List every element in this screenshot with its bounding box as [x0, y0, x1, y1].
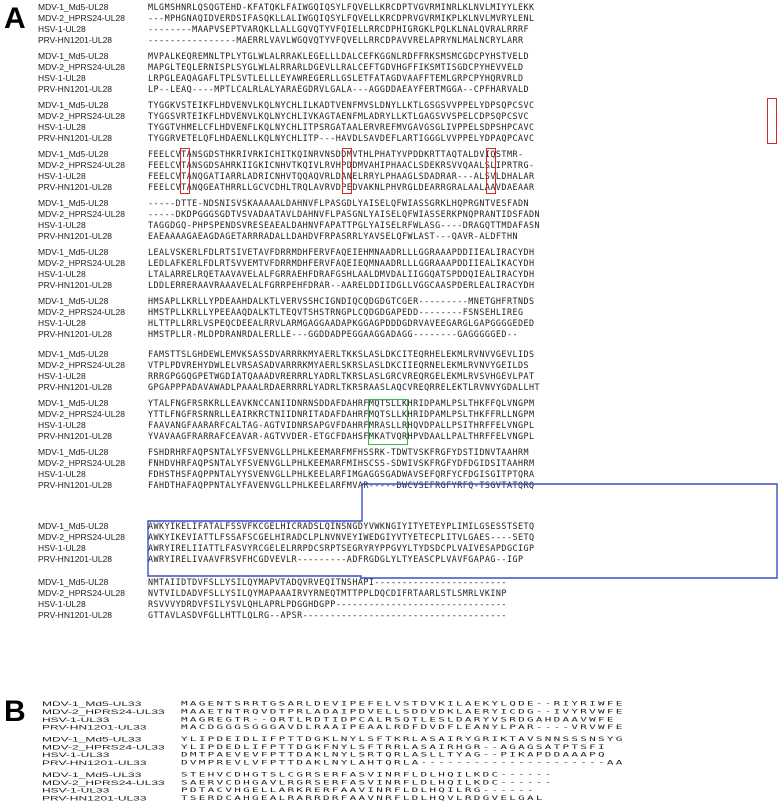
alignment-row — [0, 100, 781, 111]
sequence-label: HSV-1-UL28 — [38, 469, 86, 479]
alignment-row — [0, 111, 781, 122]
sequence-label: MDV-1_Md5-UL28 — [38, 447, 109, 457]
sequence-label: MDV-1_Md5-UL33 — [42, 735, 142, 744]
alignment-row — [0, 532, 781, 543]
alignment-row — [0, 160, 781, 171]
alignment-row — [0, 447, 781, 458]
sequence-residues: LDDLERRERAAVRAAAVELALFGRRPEHFDRAR--AARELDDIIDGLLVGGCAASPDERLEALIRACYDH — [148, 280, 535, 290]
alignment-row — [0, 349, 781, 360]
sequence-label: PRV-HN1201-UL28 — [38, 182, 113, 192]
sequence-label: MDV-2_HPRS24-UL28 — [38, 532, 125, 542]
alignment-row — [0, 521, 781, 532]
alignment-row — [0, 759, 781, 767]
sequence-residues: YLIPDEIDLIFPTTDGKLNYLSFTKRLASAIRYGRIKTAVSNNSSSNSYG — [181, 735, 625, 743]
sequence-label: HSV-1-UL28 — [38, 220, 86, 230]
alignment-row — [0, 280, 781, 291]
sequence-label: MDV-2_HPRS24-UL28 — [38, 13, 125, 23]
alignment-row — [0, 543, 781, 554]
sequence-label: MDV-2_HPRS24-UL28 — [38, 258, 125, 268]
sequence-label: PRV-HN1201-UL28 — [38, 382, 113, 392]
alignment-row — [0, 198, 781, 209]
sequence-residues: -----DKDPGGGSGDTVSVADAATAVLDAHNVFLPASGNLYAISELQFWIASSERKPNQPRANTIDSFADN — [148, 209, 541, 219]
sequence-label: HSV-1-UL28 — [38, 371, 86, 381]
panel-b-letter: B — [4, 695, 26, 728]
alignment-row — [0, 247, 781, 258]
alignment-row — [0, 723, 781, 731]
sequence-label: HSV-1-UL33 — [42, 751, 110, 759]
sequence-label: HSV-1-UL28 — [38, 171, 86, 181]
sequence-label: MDV-1_Md5-UL33 — [42, 771, 142, 779]
sequence-residues: FEELCVTANQGATIARRLADRICNHVTQQAQVRLDANELRRYLPHAAGLSDADRAR---ALSVLDHALAR — [148, 171, 535, 181]
sequence-residues: MLGMSHNRLQSQGTEHD-KFATQKLFAIWGQIQSYLFQVELLKRCDPTVGVRMINRLKLNVLMIYYLEKK — [148, 2, 535, 12]
panel-b-alignment — [0, 700, 781, 802]
alignment-row — [0, 122, 781, 133]
alignment-row — [0, 24, 781, 35]
sequence-label: MDV-2_HPRS24-UL28 — [38, 458, 125, 468]
sequence-label: PRV-HN1201-UL28 — [38, 431, 113, 441]
sequence-residues: STEHVCDHGTSLCGRSERFASVINRFLDLHQILKDC------ — [181, 771, 554, 779]
sequence-residues: AWKYIKELIFATALFSSVFKCGELHICRADSLQINSNGDYVWKNGIYITYETEYPLIMILGSESSTSETQ — [148, 521, 535, 531]
sequence-residues: AWKYIKEVIATTLFSSAFSCGELHIRADCLPLNVNVEYIWEDGIYVTYETECPLITVLGAES----SETQ — [148, 532, 535, 542]
sequence-residues: -----DTTE-NDSNISVSKAAAAALDAHNVFLPASGDLYAISELQFWIASSGRKLHQPRGNTVESFADN — [148, 198, 530, 208]
sequence-residues: MAGENTSRRTGSARLDEVIPEFELVSTDVKILAEKYLQDE--RIYRIWFE — [181, 700, 625, 708]
sequence-label: MDV-1_Md5-UL28 — [38, 100, 109, 110]
sequence-residues: LTALARRELRQETAAVAVELALFGRRAEHFDRAFGSHLAALDMVDALIIGGQATSPDDQIEALIRACYDH — [148, 269, 535, 279]
sequence-label: MDV-2_HPRS24-UL28 — [38, 111, 125, 121]
alignment-row — [0, 318, 781, 329]
alignment-row — [0, 258, 781, 269]
sequence-label: HSV-1-UL28 — [38, 269, 86, 279]
sequence-label: PRV-HN1201-UL28 — [38, 280, 113, 290]
sequence-residues: LP--LEAQ----MPTLCALRLALYARAEGDRVLGALA---AGGDDAEAYFERTMGGA--CPFHARVALD — [148, 84, 530, 94]
alignment-row — [0, 133, 781, 144]
alignment-row — [0, 209, 781, 220]
sequence-label: HSV-1-UL28 — [38, 420, 86, 430]
sequence-residues: DMTPAEVEVFPTTDAKLNYLSRTQRLASLLTYAG--PIKAPDDAAAPQ — [181, 751, 607, 759]
alignment-row — [0, 51, 781, 62]
sequence-label: PRV-HN1201-UL33 — [42, 794, 147, 802]
alignment-row — [0, 220, 781, 231]
sequence-label: MDV-2_HPRS24-UL33 — [42, 779, 165, 787]
alignment-row — [0, 35, 781, 46]
alignment-row — [0, 431, 781, 442]
sequence-residues: TYGGKVSTEIKFLHDVENVLKQLNYCHLILKADTVENFMVSLDNYLLKTLGSGSVVPPELYDPSQPCSVC — [148, 100, 535, 110]
sequence-residues: FAAVANGFAARARFCALTAG-AGTVIDNRSAPGVFDAHRFMRASLLRHQVDPALLPSITHRFFELVNGPL — [148, 420, 535, 430]
alignment-row — [0, 371, 781, 382]
sequence-residues: EAEAAAAGAEAGDAGETARRRADALLDAHDVFRPASRRLYAVSELQFWLAST---QAVR-ALDFTHN — [148, 231, 518, 241]
sequence-label: PRV-HN1201-UL28 — [38, 610, 113, 620]
sequence-residues: HMSTPLLKRLLYPEEAAQDALKTLTEQVTSHSTRNGPLCQDGDGAPEDD--------FSNSEHLIREG — [148, 307, 524, 317]
alignment-row — [0, 409, 781, 420]
alignment-row — [0, 73, 781, 84]
alignment-row — [0, 182, 781, 193]
sequence-residues: SAERVCDHGAVLRGRSERFASVINRFLDLHQILKDC------ — [181, 779, 554, 786]
alignment-row — [0, 171, 781, 182]
alignment-row — [0, 554, 781, 565]
sequence-residues: LRPGLEAQAGAFLTPLSVTLELLLEYAWREGERLLGSLETFATAGDVAAFFTEMLGRPCPYHQRVRLD — [148, 73, 524, 83]
sequence-label: MDV-2_HPRS24-UL33 — [42, 708, 165, 716]
sequence-residues: MVPALKEQREMNLTPLYTGLWLALRRAKLEGELLLDALCEFKGGNLRDFFRKSMSMCGDCPYHSTVELD — [148, 51, 530, 61]
sequence-label: PRV-HN1201-UL33 — [42, 759, 147, 767]
sequence-residues: LEALVSKERLFDLRTSIVETAVFDRRMDHFERVFAQEIEHMNAADRLLLGGRAAAPDDIIEALIRACYDH — [148, 247, 535, 257]
alignment-row — [0, 382, 781, 393]
sequence-label: MDV-1_Md5-UL28 — [38, 577, 109, 587]
alignment-row — [0, 480, 781, 491]
sequence-label: PRV-HN1201-UL28 — [38, 84, 113, 94]
sequence-label: MDV-2_HPRS24-UL28 — [38, 307, 125, 317]
alignment-row — [0, 420, 781, 431]
sequence-residues: YLIPDEDLIFPTTDGKFNYLSFTRRLASAIRHGR--AGAGSATPTSFI — [181, 743, 607, 751]
sequence-label: MDV-2_HPRS24-UL28 — [38, 360, 125, 370]
alignment-row — [0, 13, 781, 24]
sequence-residues: FDHSTHSFAQPPNTALYYSVENVGLLPHLKEELARFIMGAGGSGADWAVSEFQRFYCFDGISGITPTQRA — [148, 469, 535, 479]
sequence-label: HSV-1-UL33 — [42, 786, 110, 795]
sequence-label: PRV-HN1201-UL28 — [38, 329, 113, 339]
sequence-residues: PDTACVHGELLARKRERFAAVINRFLDLHQILRG------ — [181, 786, 536, 794]
sequence-residues: NMTAIIDTDVFSLLYSILQYMAPVTADQVRVEQITNSHAPI------------------------ — [148, 577, 507, 587]
sequence-label: MDV-2_HPRS24-UL33 — [42, 743, 165, 751]
alignment-row — [0, 149, 781, 160]
sequence-residues: GPGAPPPADAVAWADLPAAALRDAERRRRLYADRLTKRSRAASLAQCVREQRRELEKTLRVNVYGDALLHT — [148, 382, 541, 392]
sequence-label: MDV-2_HPRS24-UL28 — [38, 160, 125, 170]
sequence-residues: DVMPREVLVFPTTDAKLNYLAHTQRLA---------------------AA — [181, 759, 625, 767]
sequence-label: MDV-1_Md5-UL28 — [38, 149, 109, 159]
alignment-row — [0, 329, 781, 340]
sequence-residues: --------MAAPVSEPTVARQKLLALLGQVQTYVFQIELLRRCDPHIGRGKLPQLKLNALQVRALRRRF — [148, 24, 530, 34]
sequence-residues: GTTAVLASDVFGLLHTTLQLRG--APSR------------------------------------- — [148, 610, 507, 620]
sequence-label: MDV-1_Md5-UL28 — [38, 2, 109, 12]
sequence-residues: YVAVAAGFRARRAFCEAVAR-AGTVVDER-ETGCFDAHSFMKATVQRHPVDAALLPALTHRFFELVNGPL — [148, 431, 535, 441]
alignment-row — [0, 84, 781, 95]
sequence-residues: VTPLPDVREHYDWLELVRSASADVARRRKMYAERLSKRSLASLDKCIIEQRNELEKMLRVNVYGEILDS — [148, 360, 530, 370]
alignment-row — [0, 398, 781, 409]
sequence-residues: RRRGPGGQGPETWGDIATQAAADVRERRRLYADRLTKRSLASLGRCVREQRGELEKMLRVSVHGEVLPAT — [148, 371, 535, 381]
alignment-row — [0, 360, 781, 371]
alignment-row — [0, 62, 781, 73]
alignment-row — [0, 2, 781, 13]
sequence-residues: NVTVILDADVFSLLYSILQYMAPAAAIRVYRNEQTMTTPPLDQCDIFRTAARLSTLSMRLVKINP — [148, 588, 507, 598]
sequence-residues: FEELCVTANQGEATHRRLLGCVCDHLTRQLAVRVDPEDVAKNLPHVRGLDEARRGRALAALAAVDAEAAR — [148, 182, 535, 192]
sequence-residues: TSERDCAHGEALRARRDRFAAVNRFLDLHQVLRDGVELGAL — [181, 794, 545, 802]
sequence-residues: MACDGGGSGGGAVDLRAAIPEAALRDFDVDFLEANYLPAR----VRVWFE — [181, 723, 625, 731]
sequence-label: MDV-1_Md5-UL28 — [38, 521, 109, 531]
alignment-row — [0, 269, 781, 280]
sequence-residues: FEELCVTANSGDSAHRKIIGKICNHVTKQIVLRVHPDDMVAHIPHAACLSDEKRSVVQAALSLIPRTRG- — [148, 160, 535, 170]
sequence-label: MDV-2_HPRS24-UL28 — [38, 209, 125, 219]
sequence-label: HSV-1-UL28 — [38, 24, 86, 34]
sequence-residues: ----------------MAERRLVAVLWGQVQTYVFQVELLRRCDPAVVRELAPRYNLMALNCRYLARR — [148, 35, 524, 45]
alignment-row — [0, 307, 781, 318]
sequence-residues: YTTLFNGFRSRNRLLEAIRKRCTNIIDNRITADAFDAHRFMQTSLLKHRIDPAMLPSLTHKFFRLLNGPM — [148, 409, 535, 419]
sequence-label: PRV-HN1201-UL28 — [38, 133, 113, 143]
sequence-residues: HMSTPLLR-MLDPDRANRDALERLLE---GGDDADPEGGAAGGADAGG--------GAGGGGGED-- — [148, 329, 518, 339]
sequence-residues: TYGGSVRTEIKFLHDVENVLKQLNYCHLIVKAGTAENFMLADRYLLKTLGAGSVVSPELCDPSQPCSVC — [148, 111, 530, 121]
sequence-residues: YTALFNGFRSRKRLLEAVKNCCANIIDNRNSDDAFDAHRFMQTSLLKHRIDPAMLPSLTHKFFQLVNGPM — [148, 398, 535, 408]
sequence-residues: AWRYIRELIIATTLFASVYRCGELELRRPDCSRPTSEGRYRYPPGVYLTYDSDCPLVAIVESAPDGCIGP — [148, 543, 535, 553]
sequence-residues: FSHDRHRFAQPSNTALYFSVENVGLLPHLKEEMARFMFHSSRK-TDWTVSKFRGFYDSTIDNVTAAHRM — [148, 447, 530, 457]
sequence-label: HSV-1-UL28 — [38, 318, 86, 328]
sequence-label: HSV-1-UL28 — [38, 122, 86, 132]
sequence-residues: RSVVVYDRDVFSILYSVLQHLAPRLPDGGHDGPP------------------------------- — [148, 599, 507, 609]
sequence-label: MDV-1_Md5-UL28 — [38, 198, 109, 208]
sequence-label: MDV-1_Md5-UL28 — [38, 247, 109, 257]
sequence-residues: TAGGDGQ-PHPSPENDSVRESEAEALDAHNVFAPATTPGLYAISELRFWLASG----DRAGQTTMDAFASN — [148, 220, 541, 230]
sequence-label: HSV-1-UL28 — [38, 73, 86, 83]
sequence-label: HSV-1-UL28 — [38, 543, 86, 553]
alignment-row — [0, 610, 781, 621]
alignment-row — [0, 458, 781, 469]
sequence-residues: TYGGTVHMELCFLHDVENFLKQLNYCHLITPSRGATAALERVREFMVGAVGSGLIVPPELSDPSHPCAVC — [148, 122, 535, 132]
alignment-row — [0, 588, 781, 599]
sequence-label: MDV-2_HPRS24-UL28 — [38, 62, 125, 72]
sequence-label: PRV-HN1201-UL28 — [38, 231, 113, 241]
alignment-row — [0, 599, 781, 610]
alignment-row — [0, 296, 781, 307]
sequence-residues: TYGGRVETELQFLHDAENLLKQLNYCHLITP---HAVDLSAVDEFLARTIGGGLVVPPELYDPAQPCAVC — [148, 133, 535, 143]
sequence-label: HSV-1-UL28 — [38, 599, 86, 609]
alignment-row — [0, 794, 781, 802]
sequence-label: PRV-HN1201-UL28 — [38, 554, 113, 564]
sequence-label: HSV-1-UL33 — [42, 716, 110, 724]
alignment-row — [0, 577, 781, 588]
sequence-residues: AWRYIRELIVAAVFRSVFHCGDVEVLR---------ADFRGDGLYLTYEASCPLVAVFGAPAG--IGP — [148, 554, 524, 564]
sequence-label: MDV-2_HPRS24-UL28 — [38, 409, 125, 419]
sequence-label: PRV-HN1201-UL28 — [38, 480, 113, 490]
sequence-label: MDV-1_Md5-UL33 — [42, 700, 142, 708]
sequence-residues: LEDLAFKERLFDLRTSVVEMTVFDRRMDHFERVFAQEIEQMNAADRLLLGGRAAAPDDIIEALIKACYDH — [148, 258, 535, 268]
sequence-residues: FAHDTHAFAQPPNTALYFAVENVGLLPHLKEELARFMVAR-----DWCVSEFRGFYRFQ-TSGVTATQRQ — [148, 480, 535, 490]
sequence-label: MDV-2_HPRS24-UL28 — [38, 588, 125, 598]
sequence-label: MDV-1_Md5-UL28 — [38, 349, 109, 359]
sequence-label: MDV-1_Md5-UL28 — [38, 296, 109, 306]
sequence-residues: FAMSTTSLGHDEWLEMVKSASSDVARRRKMYAERLTKKSLASLDKCITEQRHELEKMLRVNVVGEVLIDS — [148, 349, 535, 359]
sequence-label: PRV-HN1201-UL33 — [42, 723, 147, 732]
sequence-residues: HMSAPLLKRLLYPDEAAHDALKTLVERVSSHCIGNDIQCQDGDGTCGER---------MNETGHFRTNDS — [148, 296, 535, 306]
sequence-label: PRV-HN1201-UL28 — [38, 35, 113, 45]
sequence-residues: MAAETNTRQVDTPRLADAIPDVELLSDDVDKLAERYICDG--IVYRVWFE — [181, 708, 625, 716]
sequence-residues: HLTTPLLRRLVSPEQCDEEALRRVLARMGAGGAADAPKGGAGPDDDGDRVAVEEGARGLGAPGGGGEDED — [148, 318, 535, 328]
sequence-residues: MAPGLTEQLERNISPLSYGLWLALRRARLDGEVLLRALCEFTGDVHGFFIKSMTISGDCPYHEVVELD — [148, 62, 524, 72]
sequence-residues: FEELCVTANSGDSTHKRIVRKICHITKQINRVNSDDMVTHLPHATYVPDDKRTTAQTALDVIQSTMR- — [148, 149, 524, 159]
sequence-label: MDV-1_Md5-UL28 — [38, 398, 109, 408]
alignment-row — [0, 231, 781, 242]
alignment-row — [0, 469, 781, 480]
sequence-residues: MAGREGTR--QRTLRDTIDPCALRSQTLESLDARYVSRDGAHDAAVWFE — [181, 716, 616, 723]
sequence-residues: FNHDVHRFAQPSNTALYFSVENVGLLPHLKEEMARFMIHSCSS-SDWIVSKFRGFYDFDGIDSITAAHRM — [148, 458, 535, 468]
panel-a-letter: A — [4, 2, 26, 35]
sequence-label: MDV-1_Md5-UL28 — [38, 51, 109, 61]
sequence-residues: ---MPHGNAQIDVERDSIFASQKLLALIWGQIQSYLFQVELLKRCDPRVGVRMIKPLKLNVLMVRYLENL — [148, 13, 535, 23]
